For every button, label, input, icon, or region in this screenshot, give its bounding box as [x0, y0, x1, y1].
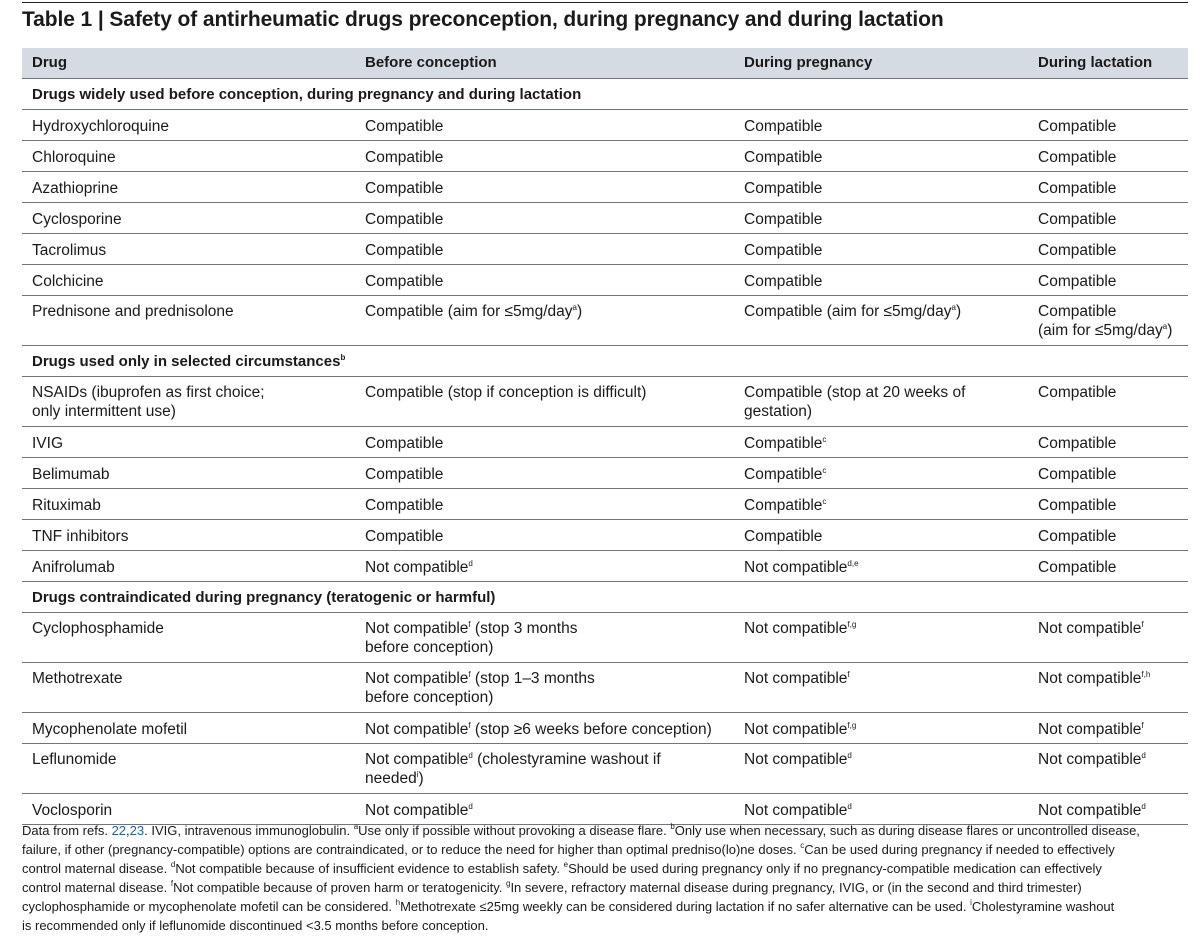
- cell-pregnancy: Not compatible$^d$: [744, 751, 852, 768]
- cell-before: Not compatible$^d$ (cholestyramine washout if needed$^i$): [365, 751, 661, 787]
- header-drug: Drug: [32, 54, 67, 71]
- table-row: [22, 427, 1188, 458]
- cell-pregnancy: Compatible: [744, 118, 823, 135]
- cell-lactation: Compatible: [1038, 118, 1117, 135]
- cell-lactation: Compatible: [1038, 466, 1117, 483]
- cell-lactation: Not compatible$^{f,h}$: [1038, 670, 1151, 687]
- cell-drug: Chloroquine: [32, 149, 116, 166]
- cell-before: Compatible: [365, 180, 444, 197]
- footnote: Data from refs. 22,23. IVIG, intravenous immunoglobulin. $^a$Use only if possible without provoking a disease flare. $^b$Only use when necessary, such as during disease flares or uncontrolled disease, failure, if other (pregnancy-compatible) options are contraindicated, or to reduce the need for higher than optimal predniso(lo)ne doses. $^c$Can be used during pregnancy if needed to effectively control maternal disease. $^d$Not compatible because of insufficient evidence to establish safety. $^e$Should be used during pregnancy only if no pregnancy-compatible medication can effectively control maternal disease. $^f$Not compatible because of proven harm or teratogenicity. $^g$In severe, refractory maternal disease during pregnancy, IVIG, or (in the second and third trimester) cyclophosphamide or mycophenolate mofetil can be considered. $^h$Methotrexate ≤25mg weekly can be considered during lactation if no safer alternative can be used. $^i$Cholestyramine washout is recommended only if leflunomide discontinued <3.5 months before conception.: [22, 822, 1140, 933]
- table-row: [22, 489, 1188, 520]
- cell-drug: Mycophenolate mofetil: [32, 721, 188, 738]
- cell-pregnancy: Compatible: [744, 273, 823, 290]
- header-during-pregnancy: During pregnancy: [744, 54, 873, 71]
- cell-drug: Rituximab: [32, 497, 101, 514]
- cell-before: Not compatible$^d$: [365, 559, 473, 576]
- cell-lactation: Compatible (aim for ≤5mg/day$^a$): [1038, 303, 1173, 339]
- cell-before: Not compatible$^f$ (stop 1–3 months before conception): [365, 670, 595, 706]
- cell-before: Compatible: [365, 211, 444, 228]
- cell-before: Not compatible$^f$ (stop 3 months before conception): [365, 620, 578, 656]
- section-header: [22, 346, 1188, 377]
- cell-lactation: Compatible: [1038, 273, 1117, 290]
- table-row: [22, 234, 1188, 265]
- cell-drug: Tacrolimus: [32, 242, 107, 259]
- cell-drug: Prednisone and prednisolone: [32, 303, 234, 320]
- table-row: [22, 613, 1188, 663]
- top-rule: [22, 2, 1188, 3]
- cell-lactation: Compatible: [1038, 559, 1117, 576]
- cell-pregnancy: Compatible$^c$: [744, 435, 827, 452]
- section-label: Drugs widely used before conception, during pregnancy and during lactation: [32, 86, 582, 103]
- cell-before: Compatible: [365, 466, 444, 483]
- cell-lactation: Compatible: [1038, 211, 1117, 228]
- header-during-lactation: During lactation: [1038, 54, 1153, 71]
- table-row: [22, 713, 1188, 744]
- cell-drug: Hydroxychloroquine: [32, 118, 169, 135]
- cell-pregnancy: Not compatible$^{f,g}$: [744, 721, 857, 738]
- cell-drug: TNF inhibitors: [32, 528, 129, 545]
- cell-drug: Azathioprine: [32, 180, 119, 197]
- table-row: [22, 377, 1188, 427]
- cell-drug: Cyclophosphamide: [32, 620, 164, 637]
- cell-before: Compatible: [365, 242, 444, 259]
- cell-drug: NSAIDs (ibuprofen as first choice; only intermittent use): [32, 384, 265, 420]
- cell-drug: Cyclosporine: [32, 211, 122, 228]
- cell-lactation: Compatible: [1038, 180, 1117, 197]
- table-row: [22, 520, 1188, 551]
- cell-pregnancy: Compatible (stop at 20 weeks of gestation): [744, 384, 966, 420]
- cell-lactation: Not compatible$^d$: [1038, 751, 1146, 768]
- cell-before: Not compatible$^f$ (stop ≥6 weeks before conception): [365, 721, 712, 738]
- table-row: [22, 141, 1188, 172]
- cell-pregnancy: Compatible (aim for ≤5mg/day$^a$): [744, 303, 962, 320]
- section-header: [22, 79, 1188, 110]
- section-label: Drugs used only in selected circumstances$^b$: [32, 353, 346, 370]
- cell-drug: Anifrolumab: [32, 559, 115, 576]
- cell-pregnancy: Compatible: [744, 180, 823, 197]
- cell-drug: IVIG: [32, 435, 64, 452]
- cell-pregnancy: Not compatible$^f$: [744, 670, 850, 687]
- table-header: [22, 48, 1188, 79]
- cell-lactation: Compatible: [1038, 528, 1117, 545]
- cell-pregnancy: Not compatible$^d$: [744, 802, 852, 819]
- cell-pregnancy: Not compatible$^{d,e}$: [744, 559, 859, 576]
- cell-pregnancy: Compatible: [744, 528, 823, 545]
- table-row: [22, 744, 1188, 794]
- cell-lactation: Not compatible$^f$: [1038, 721, 1144, 738]
- cell-before: Compatible: [365, 497, 444, 514]
- cell-pregnancy: Not compatible$^{f,g}$: [744, 620, 857, 637]
- cell-drug: Leflunomide: [32, 751, 117, 768]
- cell-drug: Voclosporin: [32, 802, 113, 819]
- cell-before: Compatible: [365, 149, 444, 166]
- section-header: [22, 582, 1188, 613]
- cell-lactation: Compatible: [1038, 242, 1117, 259]
- table-row: [22, 458, 1188, 489]
- table-title: Table 1 | Safety of antirheumatic drugs preconception, during pregnancy and during lactation: [22, 8, 944, 31]
- cell-before: Compatible: [365, 118, 444, 135]
- cell-before: Compatible (aim for ≤5mg/day$^a$): [365, 303, 583, 320]
- cell-pregnancy: Compatible$^c$: [744, 466, 827, 483]
- cell-pregnancy: Compatible: [744, 211, 823, 228]
- cell-pregnancy: Compatible: [744, 149, 823, 166]
- table-row: [22, 265, 1188, 296]
- cell-before: Compatible: [365, 528, 444, 545]
- table-row: [22, 551, 1188, 582]
- table-row: [22, 296, 1188, 346]
- cell-before: Compatible: [365, 273, 444, 290]
- header-before-conception: Before conception: [365, 54, 497, 71]
- table-row: [22, 203, 1188, 234]
- cell-drug: Methotrexate: [32, 670, 123, 687]
- cell-lactation: Compatible: [1038, 497, 1117, 514]
- table-row: [22, 172, 1188, 203]
- cell-pregnancy: Compatible$^c$: [744, 497, 827, 514]
- section-label: Drugs contraindicated during pregnancy (teratogenic or harmful): [32, 589, 496, 606]
- cell-lactation: Compatible: [1038, 435, 1117, 452]
- cell-drug: Belimumab: [32, 466, 110, 483]
- cell-drug: Colchicine: [32, 273, 104, 290]
- cell-before: Compatible (stop if conception is difficult): [365, 384, 647, 401]
- cell-pregnancy: Compatible: [744, 242, 823, 259]
- table-row: [22, 663, 1188, 713]
- table-row: [22, 110, 1188, 141]
- cell-lactation: Not compatible$^f$: [1038, 620, 1144, 637]
- cell-lactation: Compatible: [1038, 149, 1117, 166]
- cell-lactation: Not compatible$^d$: [1038, 802, 1146, 819]
- cell-before: Not compatible$^d$: [365, 802, 473, 819]
- cell-before: Compatible: [365, 435, 444, 452]
- cell-lactation: Compatible: [1038, 384, 1117, 401]
